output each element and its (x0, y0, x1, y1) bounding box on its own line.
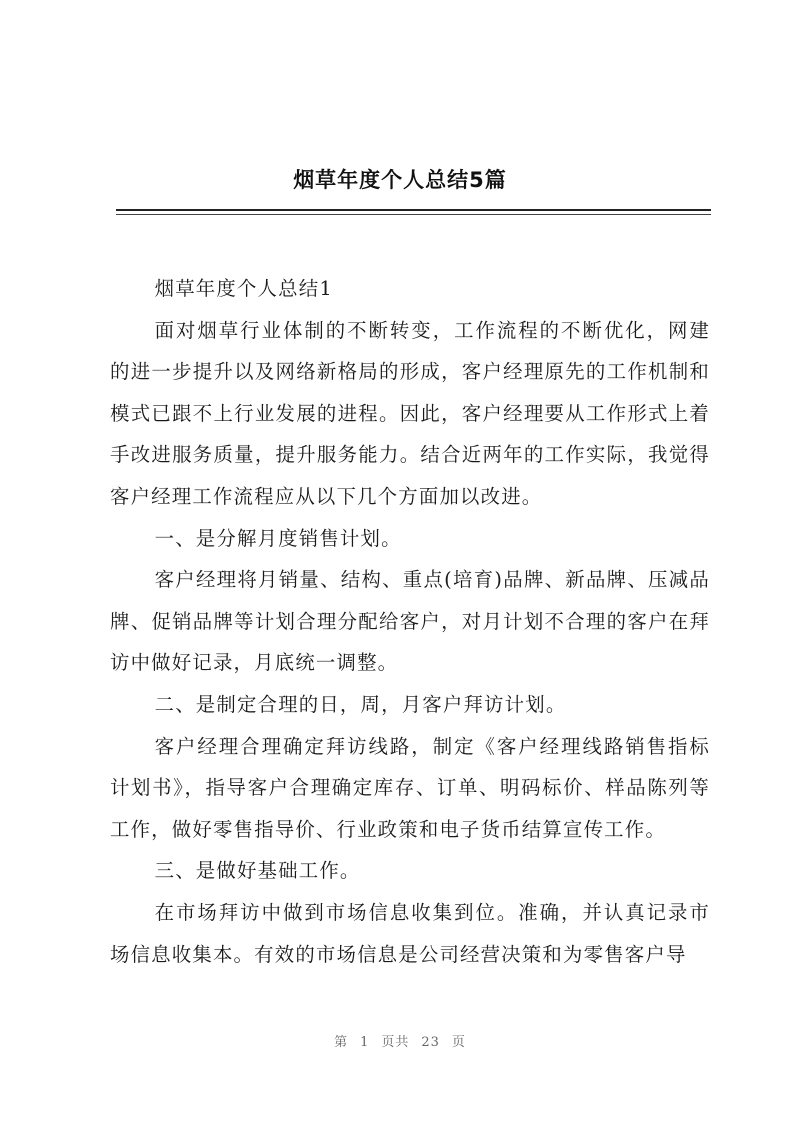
footer-suffix: 页 (451, 1035, 466, 1050)
footer-middle: 页共 (381, 1035, 410, 1050)
section-heading: 烟草年度个人总结1 (154, 277, 333, 300)
paragraph: 在市场拜访中做到市场信息收集到位。准确，并认真记录市场信息收集本。有效的市场信息是公司经营决策和为零售客户导 (110, 900, 710, 966)
paragraph: 客户经理将月销量、结构、重点(培育)品牌、新品牌、压减品牌、促销品牌等计划合理分配给客户，对月计划不合理的客户在拜访中做好记录，月底统一调整。 (110, 568, 710, 675)
title-rule-thick (116, 209, 711, 211)
point-heading-3: 三、是做好基础工作。 (154, 859, 361, 883)
footer-prefix: 第 (334, 1035, 349, 1050)
title-rule-thin (116, 214, 711, 215)
paragraph: 客户经理合理确定拜访线路，制定《客户经理线路销售指标计划书》，指导客户合理确定库存、订单、明码标价、样品陈列等工作，做好零售指导价、行业政策和电子货币结算宣传工作。 (110, 734, 710, 841)
page-footer (0, 1031, 800, 1050)
point-heading-1: 一、是分解月度销售计划。 (154, 526, 402, 550)
point-heading-2: 二、是制定合理的日，周，月客户拜访计划。 (154, 692, 567, 716)
footer-total-pages: 23 (421, 1035, 440, 1050)
document-body (110, 268, 710, 975)
document-title: 烟草年度个人总结5篇 (293, 168, 507, 192)
footer-page-number: 1 (360, 1035, 370, 1050)
paragraph: 面对烟草行业体制的不断转变，工作流程的不断优化，网建的进一步提升以及网络新格局的形成，客户经理原先的工作机制和模式已跟不上行业发展的进程。因此，客户经理要从工作形式上着手改进服务质量，提升服务能力。结合近两年的工作实际，我觉得客户经理工作流程应从以下几个方面加以改进。 (110, 318, 710, 508)
